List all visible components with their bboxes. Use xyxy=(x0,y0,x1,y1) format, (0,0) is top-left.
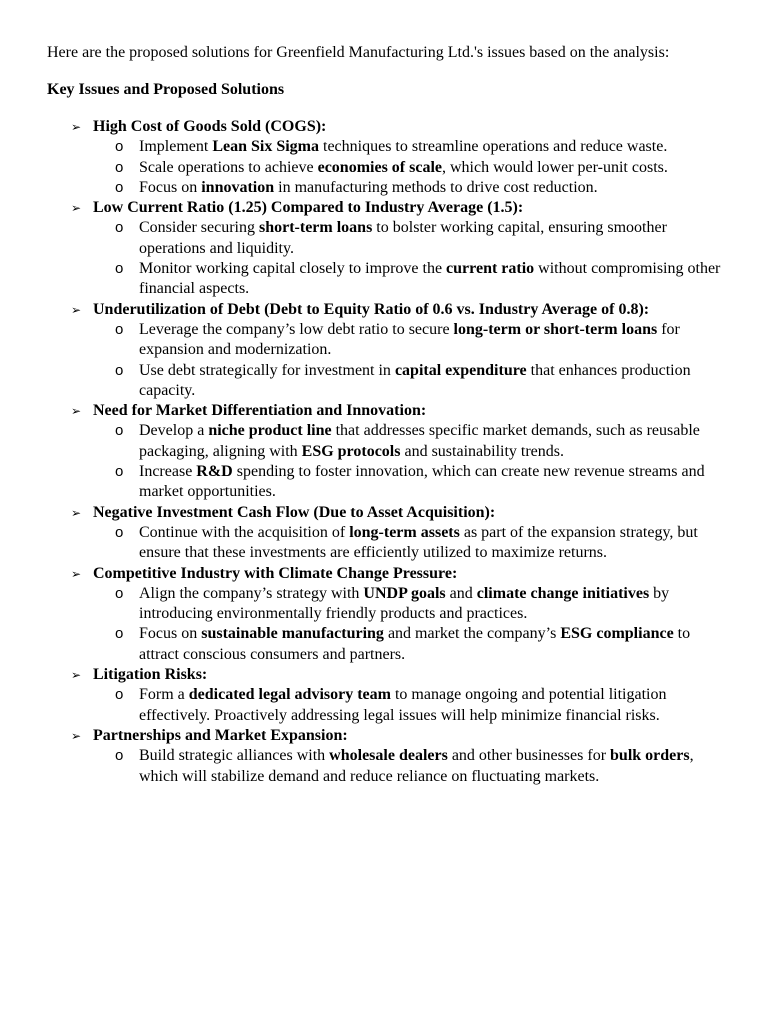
bold-term: long-term assets xyxy=(349,523,460,541)
circle-bullet-icon: o xyxy=(115,747,124,765)
issue-title: Underutilization of Debt (Debt to Equity Ratio of 0.6 vs. Industry Average of 0.8): xyxy=(93,300,650,318)
solution-item xyxy=(115,137,728,157)
bold-term: climate change initiatives xyxy=(476,584,650,602)
solution-text: and sustainability trends. xyxy=(400,442,564,460)
solution-item xyxy=(115,218,728,259)
issue-title: Negative Investment Cash Flow (Due to Asset Acquisition): xyxy=(93,503,496,521)
bold-term: UNDP goals xyxy=(363,584,446,602)
circle-bullet-icon: o xyxy=(115,686,124,704)
solution-text: and other businesses for xyxy=(447,747,611,765)
circle-bullet-icon: o xyxy=(115,138,124,156)
circle-bullet-icon: o xyxy=(115,320,124,338)
solution-text: that enhances production capacity. xyxy=(139,361,691,399)
bold-term: long-term or short-term loans xyxy=(453,320,658,338)
section-heading: Key Issues and Proposed Solutions xyxy=(47,81,285,98)
solution-item xyxy=(115,178,728,198)
solution-text: Form a xyxy=(139,686,189,704)
bold-term: bulk orders xyxy=(610,747,690,765)
issue-title: Litigation Risks: xyxy=(93,666,208,684)
issue-item xyxy=(71,300,728,401)
solutions-list xyxy=(93,421,728,502)
arrow-bullet-icon: ➢ xyxy=(71,566,82,581)
solution-text: , which would lower per-unit costs. xyxy=(442,158,668,176)
solution-item xyxy=(115,259,728,300)
solution-text: Consider securing xyxy=(139,219,259,237)
solution-text: techniques to streamline operations and reduce waste. xyxy=(319,138,668,156)
solutions-list xyxy=(93,137,728,198)
issue-item xyxy=(71,665,728,726)
arrow-bullet-icon: ➢ xyxy=(71,302,82,317)
arrow-bullet-icon: ➢ xyxy=(71,505,82,520)
circle-bullet-icon: o xyxy=(115,361,124,379)
solution-text: Leverage the company’s low debt ratio to secure xyxy=(139,320,454,338)
bold-term: short-term loans xyxy=(258,219,373,237)
solution-text: Implement xyxy=(139,138,213,156)
solution-text: , which will stabilize demand and reduce reliance on fluctuating markets. xyxy=(139,747,694,785)
issue-title: High Cost of Goods Sold (COGS): xyxy=(93,118,327,135)
bold-term: dedicated legal advisory team xyxy=(188,686,391,704)
solution-text: Scale operations to achieve xyxy=(139,158,318,176)
issue-item xyxy=(71,726,728,787)
issue-item xyxy=(71,564,728,665)
solutions-list xyxy=(93,746,728,787)
solution-text: without compromising other financial aspects. xyxy=(139,260,721,298)
solution-text: for expansion and modernization. xyxy=(139,320,680,359)
solution-text: Use debt strategically for investment in xyxy=(139,361,395,379)
solution-text: Continue with the acquisition of xyxy=(139,523,350,541)
bold-term: sustainable manufacturing xyxy=(201,625,384,643)
bold-term: wholesale dealers xyxy=(329,747,448,765)
solutions-list xyxy=(93,523,728,564)
solutions-list xyxy=(93,584,728,665)
solution-text: Build strategic alliances with xyxy=(139,747,330,765)
arrow-bullet-icon: ➢ xyxy=(71,404,82,419)
solution-text: Monitor working capital closely to improve the xyxy=(139,260,447,278)
bold-term: innovation xyxy=(201,178,275,196)
solution-text: to bolster working capital, ensuring smoother operations and liquidity. xyxy=(139,219,667,257)
solution-item xyxy=(115,462,728,503)
circle-bullet-icon: o xyxy=(115,260,124,278)
circle-bullet-icon: o xyxy=(115,463,124,481)
issue-item xyxy=(71,401,728,502)
solution-text: and xyxy=(445,584,477,602)
circle-bullet-icon: o xyxy=(115,158,124,176)
bold-term: niche product line xyxy=(208,422,332,440)
issue-item xyxy=(71,117,728,198)
bold-term: capital expenditure xyxy=(394,361,527,379)
solution-item xyxy=(115,685,728,726)
bold-term: ESG protocols xyxy=(301,442,401,460)
arrow-bullet-icon: ➢ xyxy=(71,120,82,134)
solution-text: that addresses specific market demands, such as reusable packaging, aligning with xyxy=(139,422,700,460)
solution-text: Focus on xyxy=(139,625,202,643)
arrow-bullet-icon: ➢ xyxy=(71,201,82,216)
bold-term: current ratio xyxy=(446,260,535,278)
solution-text: Focus on xyxy=(139,178,202,196)
arrow-bullet-icon: ➢ xyxy=(71,668,82,683)
solution-item xyxy=(115,361,728,402)
issue-item xyxy=(71,503,728,564)
solution-text: Align the company’s strategy with xyxy=(139,584,364,602)
circle-bullet-icon: o xyxy=(115,422,124,440)
issue-title: Competitive Industry with Climate Change Pressure: xyxy=(93,564,458,582)
bold-term: economies of scale xyxy=(317,158,442,176)
issues-list xyxy=(47,117,728,787)
arrow-bullet-icon: ➢ xyxy=(71,728,82,743)
solution-text: as part of the expansion strategy, but ensure that these investments are efficiently utilized to maximize returns. xyxy=(139,523,698,562)
solution-item xyxy=(115,158,728,178)
solution-item xyxy=(115,746,728,787)
bold-term: Lean Six Sigma xyxy=(212,138,319,156)
circle-bullet-icon: o xyxy=(115,523,124,541)
solution-text: in manufacturing methods to drive cost reduction. xyxy=(274,178,598,196)
issue-title: Need for Market Differentiation and Innovation: xyxy=(93,402,427,420)
solution-text: spending to foster innovation, which can create new revenue streams and market opportunities. xyxy=(139,463,705,501)
solutions-list xyxy=(93,685,728,726)
solutions-list xyxy=(93,320,728,401)
solution-item xyxy=(115,584,728,625)
circle-bullet-icon: o xyxy=(115,219,124,237)
bold-term: ESG compliance xyxy=(560,625,674,643)
solution-item xyxy=(115,421,728,462)
solution-item xyxy=(115,320,728,361)
issue-item xyxy=(71,198,728,299)
circle-bullet-icon: o xyxy=(115,178,124,196)
intro-paragraph: Here are the proposed solutions for Greenfield Manufacturing Ltd.'s issues based on the analysis: xyxy=(47,44,670,61)
bold-term: R&D xyxy=(196,463,233,481)
circle-bullet-icon: o xyxy=(115,584,124,602)
solution-text: to manage ongoing and potential litigation effectively. Proactively addressing legal issues will help minimize financial risks. xyxy=(139,686,667,724)
issue-title: Low Current Ratio (1.25) Compared to Industry Average (1.5): xyxy=(93,199,524,217)
solution-item xyxy=(115,624,728,665)
solutions-list xyxy=(93,218,728,299)
solution-item xyxy=(115,523,728,564)
solution-text: Increase xyxy=(139,463,197,481)
solution-text: by introducing environmentally friendly products and practices. xyxy=(139,584,670,623)
issue-title: Partnerships and Market Expansion: xyxy=(93,726,348,744)
solution-text: to attract conscious consumers and partners. xyxy=(139,625,691,663)
solution-text: Develop a xyxy=(139,422,209,440)
circle-bullet-icon: o xyxy=(115,625,124,643)
solution-text: and market the company’s xyxy=(383,625,561,643)
